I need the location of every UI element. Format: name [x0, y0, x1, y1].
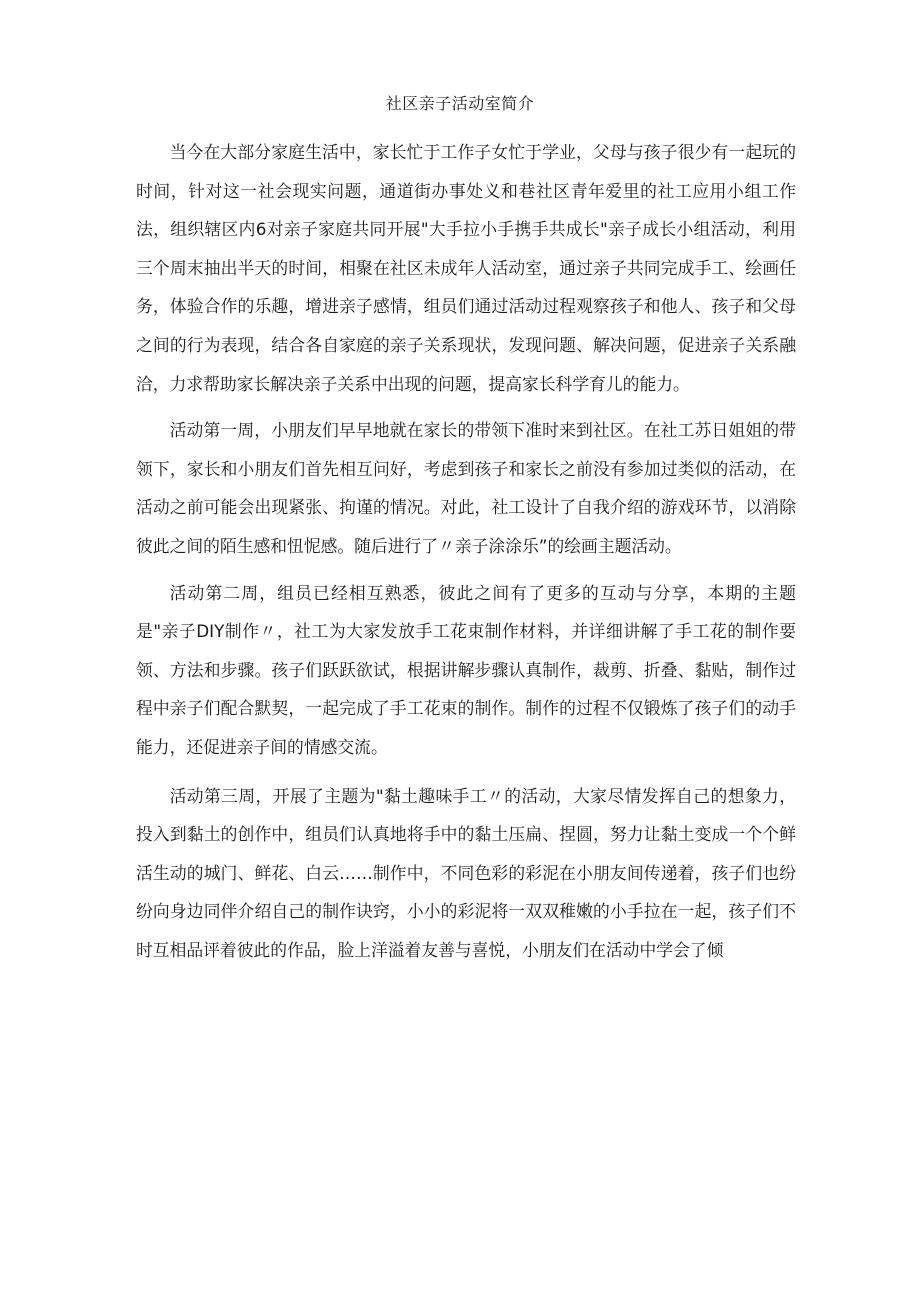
document-body — [136, 133, 796, 969]
paragraph-week-three: 活动第三周，开展了主题为"黏土趣味手工〃的活动，大家尽情发挥自己的想象力，投入到黏土的创作中，组员们认真地将手中的黏土压扁、捏圆，努力让黏土变成一个个鲜活生动的城门、鲜花、白云……制作中，不同色彩的彩泥在小朋友间传递着，孩子们也纷纷向身边同伴介绍自己的制作诀窍，小小的彩泥将一双双稚嫩的小手拉在一起，孩子们不时互相品评着彼此的作品，脸上洋溢着友善与喜悦，小朋友们在活动中学会了倾 — [136, 785, 796, 960]
paragraph-week-two: 活动第二周，组员已经相互熟悉，彼此之间有了更多的互动与分享，本期的主题是"亲子DIY制作〃，社工为大家发放手工花束制作材料，并详细讲解了手工花的制作要领、方法和步骤。孩子们跃跃欲试，根据讲解步骤认真制作，裁剪、折叠、黏贴，制作过程中亲子们配合默契，一起完成了手工花束的制作。制作的过程不仅锻炼了孩子们的动手能力，还促进亲子间的情感交流。 — [136, 582, 796, 757]
paragraph-intro: 当今在大部分家庭生活中，家长忙于工作子女忙于学业，父母与孩子很少有一起玩的时间，针对这一社会现实问题，通道街办事处义和巷社区青年爱里的社工应用小组工作法，组织辖区内6对亲子家庭共同开展"大手拉小手携手共成长"亲子成长小组活动，利用三个周末抽出半天的时间，相聚在社区未成年人活动室，通过亲子共同完成手工、绘画任务，体验合作的乐趣，增进亲子感情，组员们通过活动过程观察孩子和他人、孩子和父母之间的行为表现，结合各自家庭的亲子关系现状，发现问题、解决问题，促进亲子关系融洽，力求帮助家长解决亲子关系中出现的问题，提高家长科学育儿的能力。 — [136, 142, 796, 394]
paragraph-week-one: 活动第一周，小朋友们早早地就在家长的带领下准时来到社区。在社工苏日姐姐的带领下，家长和小朋友们首先相互问好，考虑到孩子和家长之前没有参加过类似的活动，在活动之前可能会出现紧张、拘谨的情况。对此，社工设计了自我介绍的游戏环节，以消除彼此之间的陌生感和忸怩感。随后进行了〃亲子涂涂乐”的绘画主题活动。 — [136, 420, 796, 556]
page-title: 社区亲子活动室简介 — [385, 94, 535, 113]
